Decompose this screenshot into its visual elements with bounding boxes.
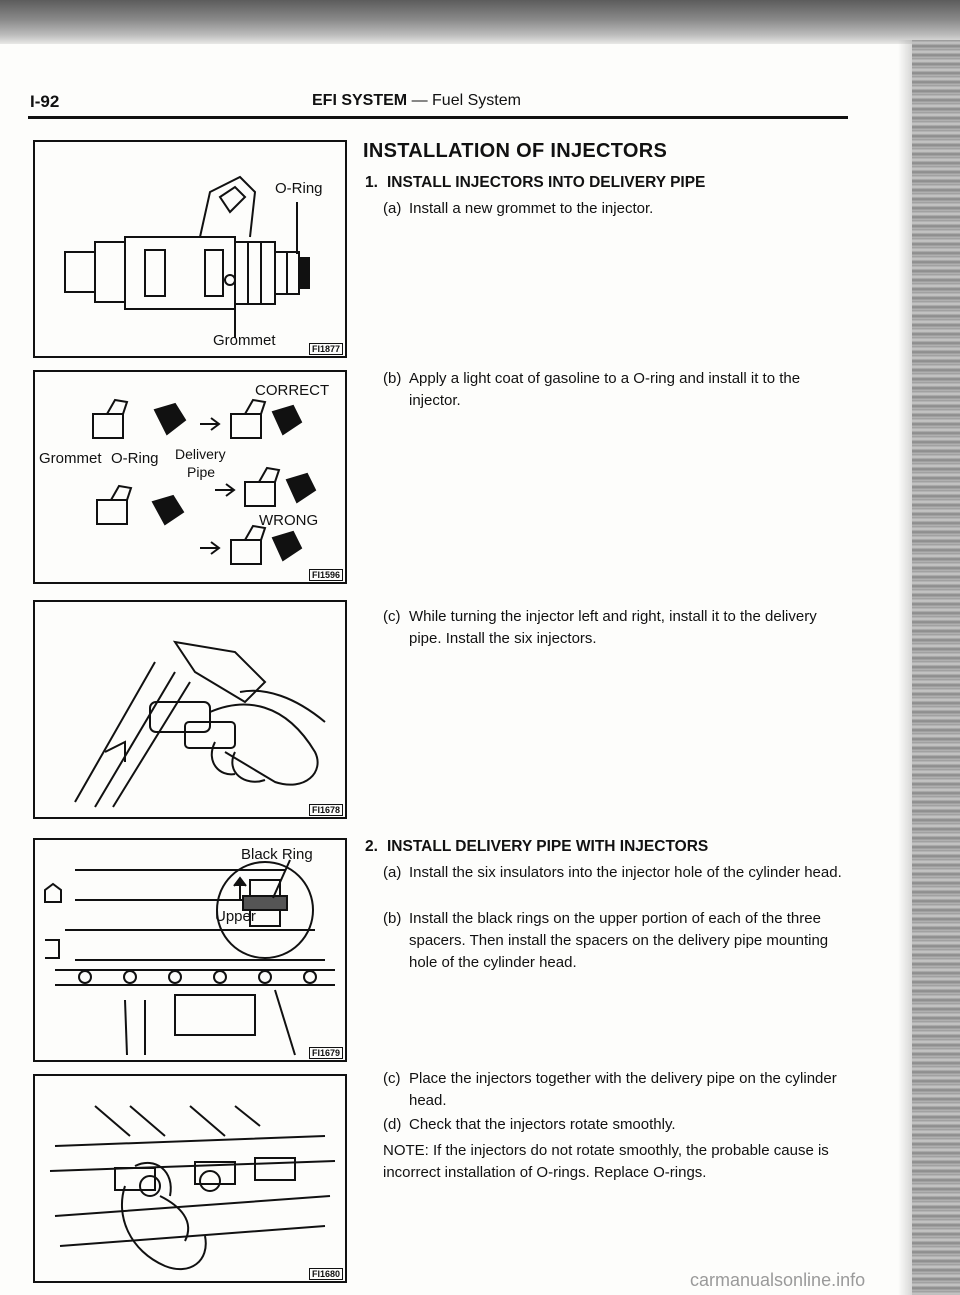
delivery-pipe-drawing xyxy=(35,1076,345,1281)
label-upper: Upper xyxy=(215,908,256,925)
header-title xyxy=(312,92,521,110)
step-2-heading xyxy=(365,838,708,856)
scan-edge-strip xyxy=(912,40,960,1295)
watermark: carmanualsonline.info xyxy=(690,1270,866,1290)
item-text: Place the injectors together with the delivery pipe on the cylinder head. xyxy=(409,1070,837,1109)
label-wrong: WRONG xyxy=(259,512,319,529)
injector-drawing xyxy=(35,142,345,356)
header-subsection: Fuel System xyxy=(432,92,521,109)
item-mark: (b) xyxy=(383,370,402,387)
label-grommet: Grommet xyxy=(39,450,102,467)
figure-code: FI1680 xyxy=(309,1268,343,1280)
item-text: Apply a light coat of gasoline to a O-ring and install it to the injector. xyxy=(409,370,801,409)
step-1b xyxy=(383,368,853,412)
label-delivery: Delivery xyxy=(175,446,226,462)
step-2c xyxy=(383,1068,853,1112)
item-text: While turning the injector left and right, install it to the delivery pipe. Install the six injectors. xyxy=(409,608,817,647)
note: NOTE: If the injectors do not rotate smoothly, the probable cause is incorrect installation of O-rings. Replace O-rings. xyxy=(383,1142,829,1181)
item-mark: (a) xyxy=(383,864,402,881)
figure-code: FI1678 xyxy=(309,804,343,816)
label-grommet: Grommet xyxy=(213,332,276,349)
item-text: Install a new grommet to the injector. xyxy=(409,200,654,217)
label-correct: CORRECT xyxy=(255,382,330,399)
item-mark: (a) xyxy=(383,200,402,217)
item-mark: (b) xyxy=(383,910,402,927)
figure-injector-parts xyxy=(33,140,347,358)
step-1a xyxy=(383,198,853,220)
step-heading-text: INSTALL INJECTORS INTO DELIVERY PIPE xyxy=(387,174,706,191)
item-text: Install the black rings on the upper portion of each of the three spacers. Then install the spacers on the delivery pipe mounting hole of the cylinder head. xyxy=(409,910,829,971)
figure-code: FI1596 xyxy=(309,569,343,581)
item-text: Check that the injectors rotate smoothly. xyxy=(409,1116,676,1133)
item-mark: (c) xyxy=(383,1070,401,1087)
header-section: EFI SYSTEM xyxy=(312,92,408,109)
step-2a xyxy=(383,862,853,884)
section-title: INSTALLATION OF INJECTORS xyxy=(363,140,668,162)
step-2b xyxy=(383,908,853,974)
page-number: I-92 xyxy=(30,92,60,111)
step-1c xyxy=(383,606,853,650)
item-mark: (d) xyxy=(383,1116,402,1133)
label-black-ring: Black Ring xyxy=(241,846,313,863)
item-text: Install the six insulators into the injector hole of the cylinder head. xyxy=(409,864,842,881)
label-pipe: Pipe xyxy=(187,464,216,480)
hand-install-drawing xyxy=(35,602,345,817)
step-2d xyxy=(383,1114,853,1136)
figure-delivery-pipe xyxy=(33,1074,347,1283)
label-o-ring: O-Ring xyxy=(275,180,323,197)
step-number: 1. xyxy=(365,174,378,191)
step-heading-text: INSTALL DELIVERY PIPE WITH INJECTORS xyxy=(387,838,709,855)
figure-correct-wrong xyxy=(33,370,347,584)
page-header xyxy=(30,92,850,116)
step-number: 2. xyxy=(365,838,378,855)
figure-black-ring xyxy=(33,838,347,1062)
scan-top-band xyxy=(0,0,960,44)
header-rule xyxy=(28,116,848,119)
header-separator: — xyxy=(407,92,433,109)
figure-code: FI1877 xyxy=(309,343,343,355)
label-o-ring: O-Ring xyxy=(111,450,159,467)
figure-code: FI1679 xyxy=(309,1047,343,1059)
figure-install-injector xyxy=(33,600,347,819)
item-mark: (c) xyxy=(383,608,401,625)
black-ring-drawing xyxy=(35,840,345,1060)
step-1-heading xyxy=(365,174,705,192)
